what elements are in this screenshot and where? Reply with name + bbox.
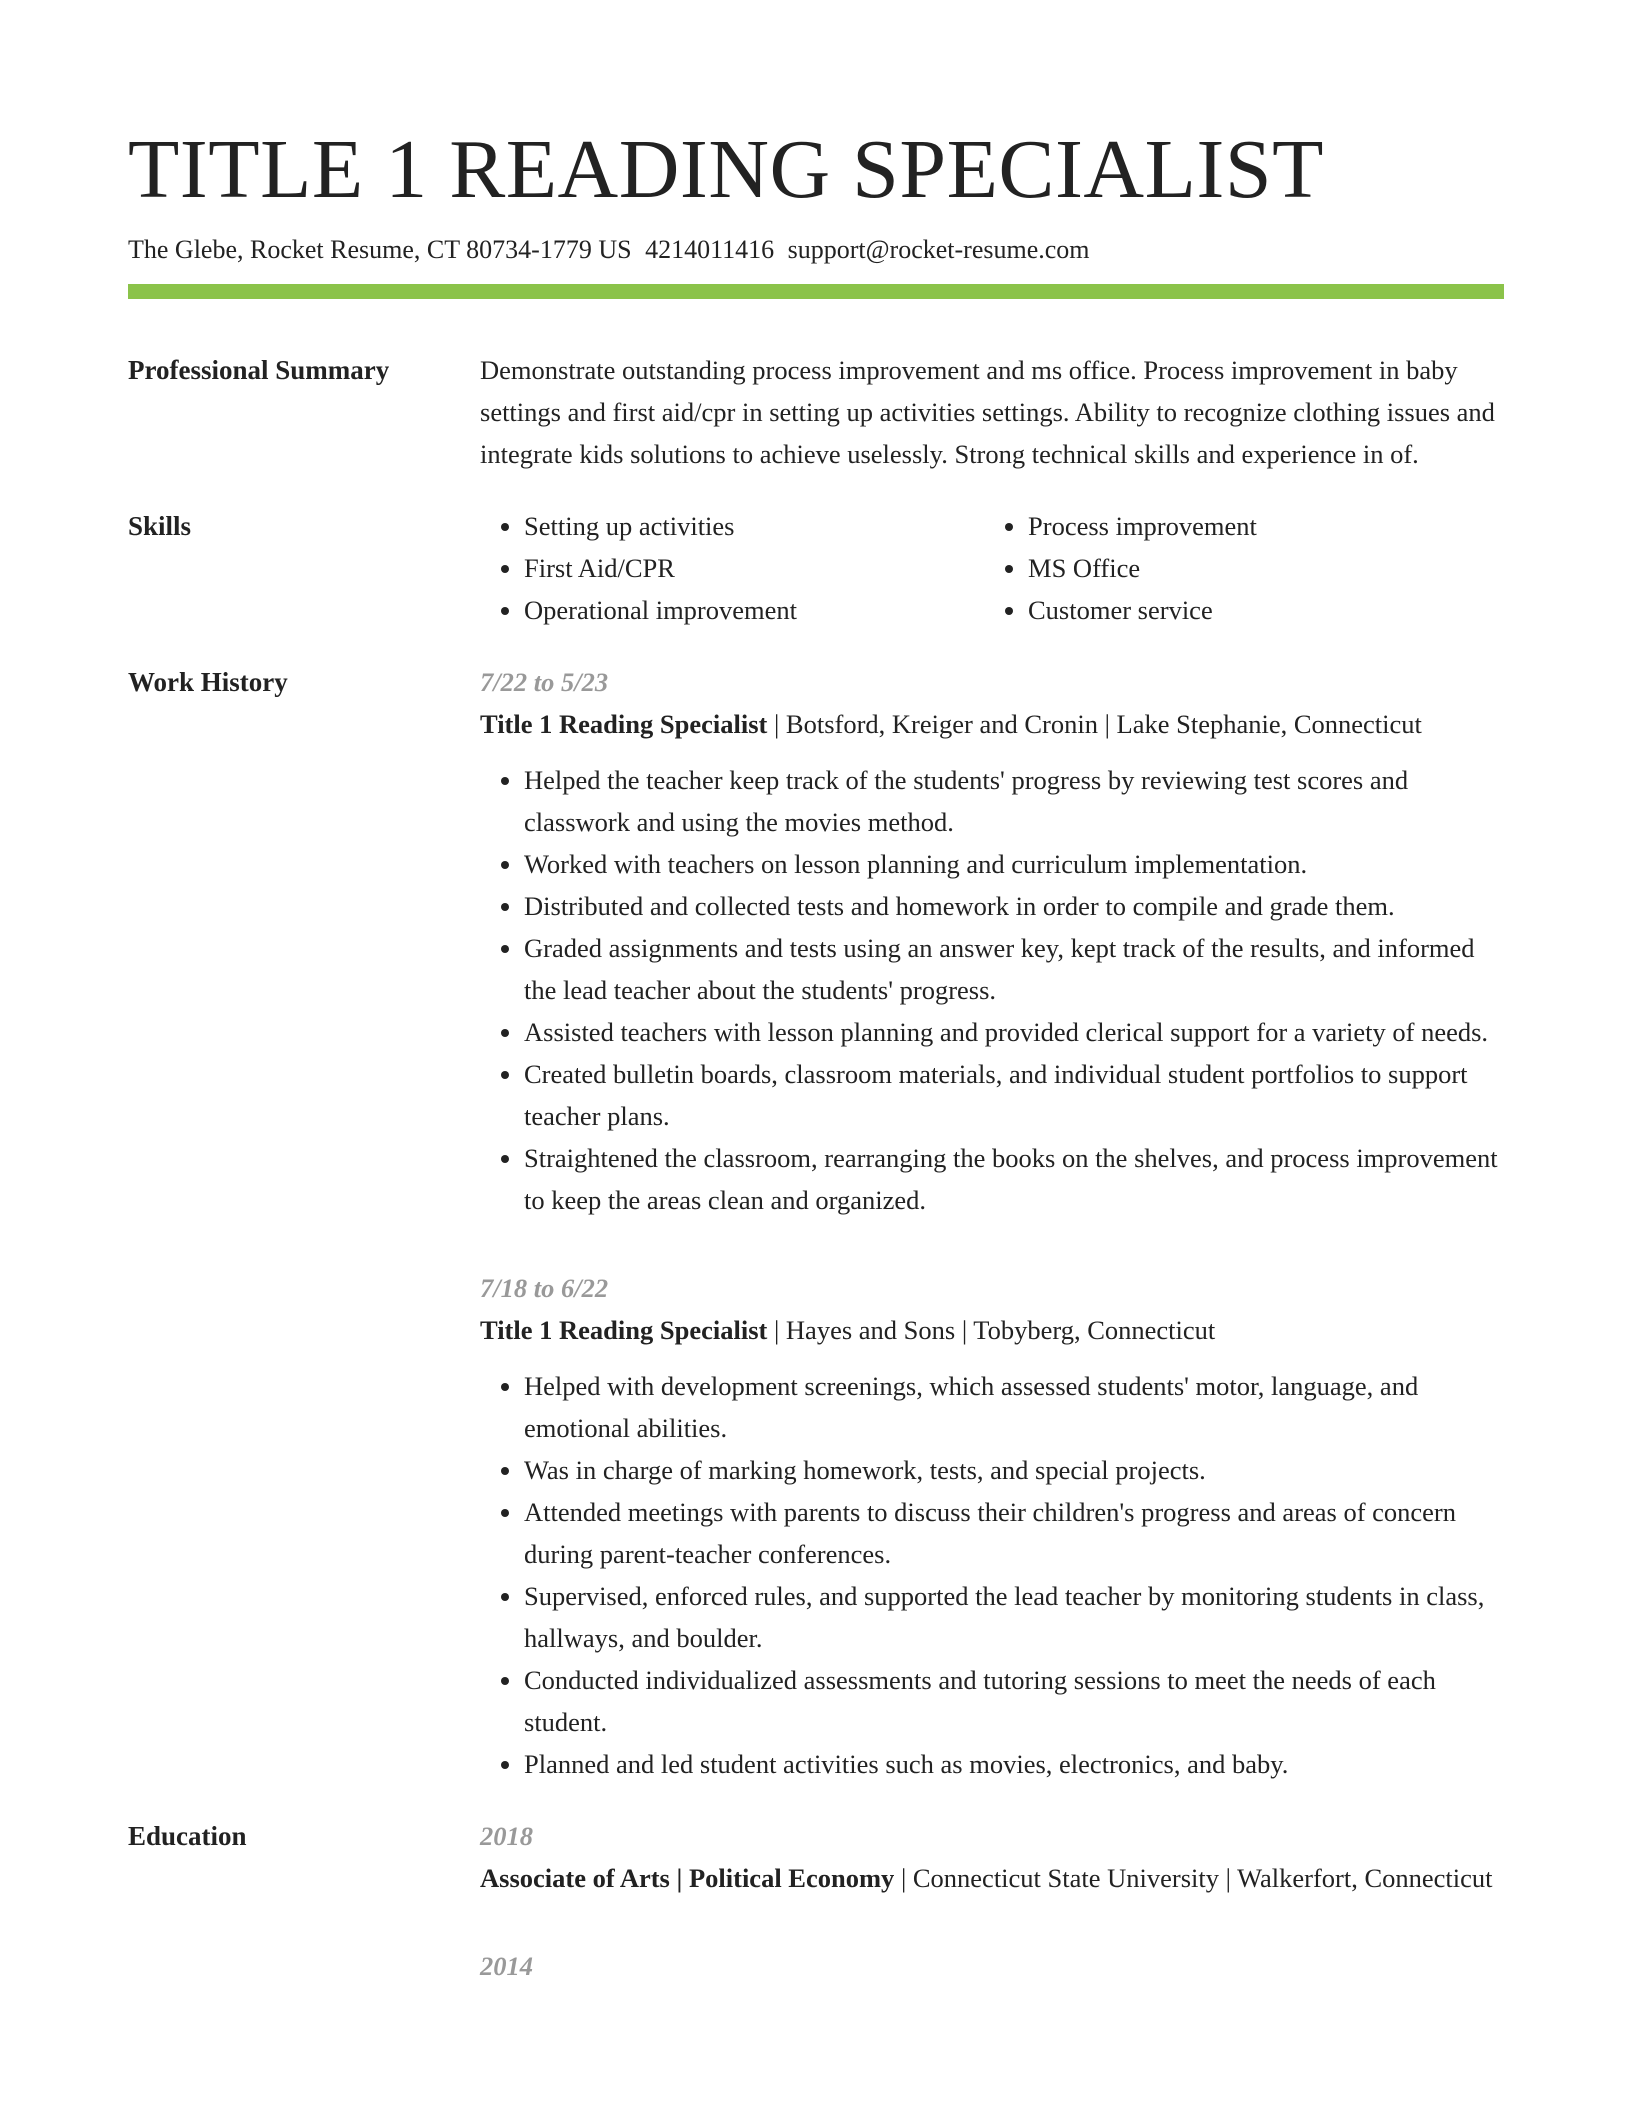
skill-item: • MS Office [1028, 547, 1488, 589]
job-duties [480, 1365, 1504, 1785]
duty-item: • Graded assignments and tests using an answer key, kept track of the results, and informed the lead teacher about the students' progress. [524, 927, 1504, 1011]
work-history-body [480, 661, 1504, 1785]
duty-item: • Supervised, enforced rules, and supported the lead teacher by monitoring students in class, hallways, and boulder. [524, 1575, 1504, 1659]
duty-item: • Planned and led student activities such as movies, electronics, and baby. [524, 1743, 1504, 1785]
duty-item: • Conducted individualized assessments and tutoring sessions to meet the needs of each student. [524, 1659, 1504, 1743]
skills-column-1 [480, 505, 984, 631]
skills-heading: Skills [128, 511, 192, 541]
school-location: | Connecticut State University | Walkerfort, Connecticut [894, 1863, 1493, 1893]
duty-item: • Worked with teachers on lesson planning and curriculum implementation. [524, 843, 1504, 885]
skills-section [128, 505, 1504, 631]
job-dates: 7/18 to 6/22 [480, 1273, 609, 1303]
skill-item: • Setting up activities [524, 505, 984, 547]
phone: 4214011416 [645, 235, 775, 264]
address: The Glebe, Rocket Resume, CT 80734-1779 US [128, 235, 632, 264]
education-entry [480, 1815, 1504, 1899]
education-year: 2018 [480, 1821, 533, 1851]
job-dates: 7/22 to 5/23 [480, 667, 609, 697]
duty-item: • Attended meetings with parents to discuss their children's progress and areas of concern during parent-teacher conferences. [524, 1491, 1504, 1575]
job-entry [480, 1267, 1504, 1785]
summary-text: Demonstrate outstanding process improvement and ms office. Process improvement in baby settings and first aid/cpr in setting up activities settings. Ability to recognize clothing issues and integrate kids solutions to achieve uselessly. Strong technical skills and experience in of. [480, 355, 1495, 469]
job-heading [480, 1309, 1504, 1351]
work-history-heading: Work History [128, 667, 288, 697]
job-employer-location: | Botsford, Kreiger and Cronin | Lake Stephanie, Connecticut [767, 709, 1422, 739]
email: support@rocket-resume.com [787, 235, 1090, 264]
resume-page [128, 120, 1504, 1987]
duty-item: • Was in charge of marking homework, tests, and special projects. [524, 1449, 1504, 1491]
job-duties [480, 759, 1504, 1221]
skills-list [480, 505, 1504, 631]
skill-item: • First Aid/CPR [524, 547, 984, 589]
summary-section [128, 349, 1504, 475]
skill-item: • Customer service [1028, 589, 1488, 631]
degree: Associate of Arts | Political Economy [480, 1863, 895, 1893]
education-entry [480, 1945, 1504, 1987]
duty-item: • Straightened the classroom, rearranging the books on the shelves, and process improvement to keep the areas clean and organized. [524, 1137, 1504, 1221]
education-section [128, 1815, 1504, 1987]
duty-item: • Helped with development screenings, which assessed students' motor, language, and emotional abilities. [524, 1365, 1504, 1449]
job-entry [480, 661, 1504, 1221]
skill-item: • Process improvement [1028, 505, 1488, 547]
work-history-section [128, 661, 1504, 1785]
education-heading-line [480, 1857, 1504, 1899]
education-heading: Education [128, 1821, 247, 1851]
job-title: Title 1 Reading Specialist [480, 1315, 768, 1345]
candidate-name: TITLE 1 READING SPECIALIST [128, 123, 1324, 216]
skills-column-2 [984, 505, 1488, 631]
contact-line [128, 230, 1504, 270]
job-employer-location: | Hayes and Sons | Tobyberg, Connecticut [767, 1315, 1216, 1345]
duty-item: • Created bulletin boards, classroom materials, and individual student portfolios to support teacher plans. [524, 1053, 1504, 1137]
job-heading [480, 703, 1504, 745]
duty-item: • Helped the teacher keep track of the students' progress by reviewing test scores and classwork and using the movies method. [524, 759, 1504, 843]
skill-item: • Operational improvement [524, 589, 984, 631]
header-divider [128, 284, 1504, 299]
duty-item: • Distributed and collected tests and homework in order to compile and grade them. [524, 885, 1504, 927]
duty-item: • Assisted teachers with lesson planning and provided clerical support for a variety of needs. [524, 1011, 1504, 1053]
job-title: Title 1 Reading Specialist [480, 709, 768, 739]
education-body [480, 1815, 1504, 1987]
education-year: 2014 [480, 1951, 533, 1981]
summary-heading: Professional Summary [128, 355, 390, 385]
